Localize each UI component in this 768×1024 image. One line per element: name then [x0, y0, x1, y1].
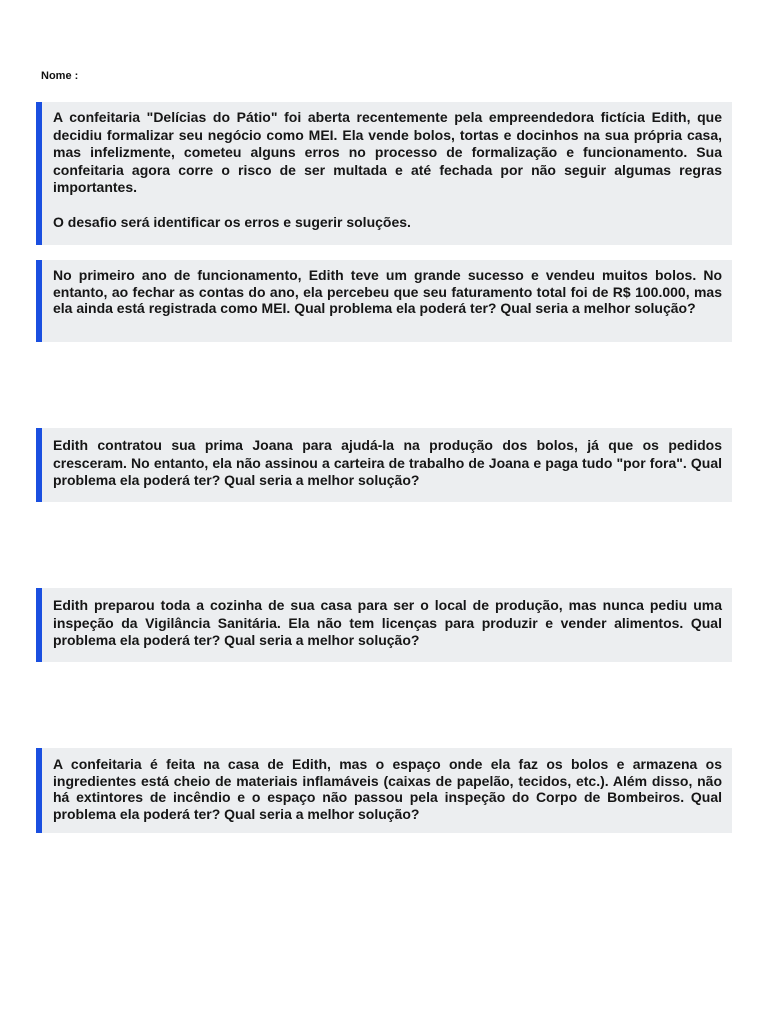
- intro-paragraph: A confeitaria "Delícias do Pátio" foi aberta recentemente pela empreendedora fictícia Edith, que decidiu formalizar seu negócio como MEI. Ela vende bolos, tortas e docinhos na sua própria casa, mas infelizmente, cometeu alguns erros no processo de formalização e funcionamento. Sua confeitaria agora corre o risco de ser multada e até fechada por não seguir algumas regras importantes.: [53, 109, 722, 195]
- question-text-1: No primeiro ano de funcionamento, Edith teve um grande sucesso e vendeu muitos bolos. No entanto, ao fechar as contas do ano, ela percebeu que seu faturamento total foi de R$ 100.000, mas ela ainda está registrada como MEI. Qual problema ela poderá ter? Qual seria a melhor solução?: [53, 267, 722, 316]
- name-label: Nome :: [41, 70, 79, 82]
- question-box-2: [36, 428, 732, 502]
- question-box-1: [36, 260, 732, 342]
- question-text-2: Edith contratou sua prima Joana para ajudá-la na produção dos bolos, já que os pedidos cresceram. No entanto, ela não assinou a carteira de trabalho de Joana e paga tudo "por fora". Qual problema ela poderá ter? Qual seria a melhor solução?: [53, 437, 722, 488]
- intro-box: [36, 102, 732, 245]
- question-box-3: [36, 588, 732, 662]
- question-text-3: Edith preparou toda a cozinha de sua casa para ser o local de produção, mas nunca pediu uma inspeção da Vigilância Sanitária. Ela não tem licenças para produzir e vender alimentos. Qual problema ela poderá ter? Qual seria a melhor solução?: [53, 597, 722, 648]
- question-box-4: [36, 748, 732, 833]
- question-text-4: A confeitaria é feita na casa de Edith, mas o espaço onde ela faz os bolos e armazena os ingredientes está cheio de materiais inflamáveis (caixas de papelão, tecidos, etc.). Além disso, não há extintores de incêndio e o espaço não passou pela inspeção do Corpo de Bombeiros. Qual problema ela poderá ter? Qual seria a melhor solução?: [53, 756, 722, 822]
- intro-challenge: O desafio será identificar os erros e sugerir soluções.: [53, 213, 411, 230]
